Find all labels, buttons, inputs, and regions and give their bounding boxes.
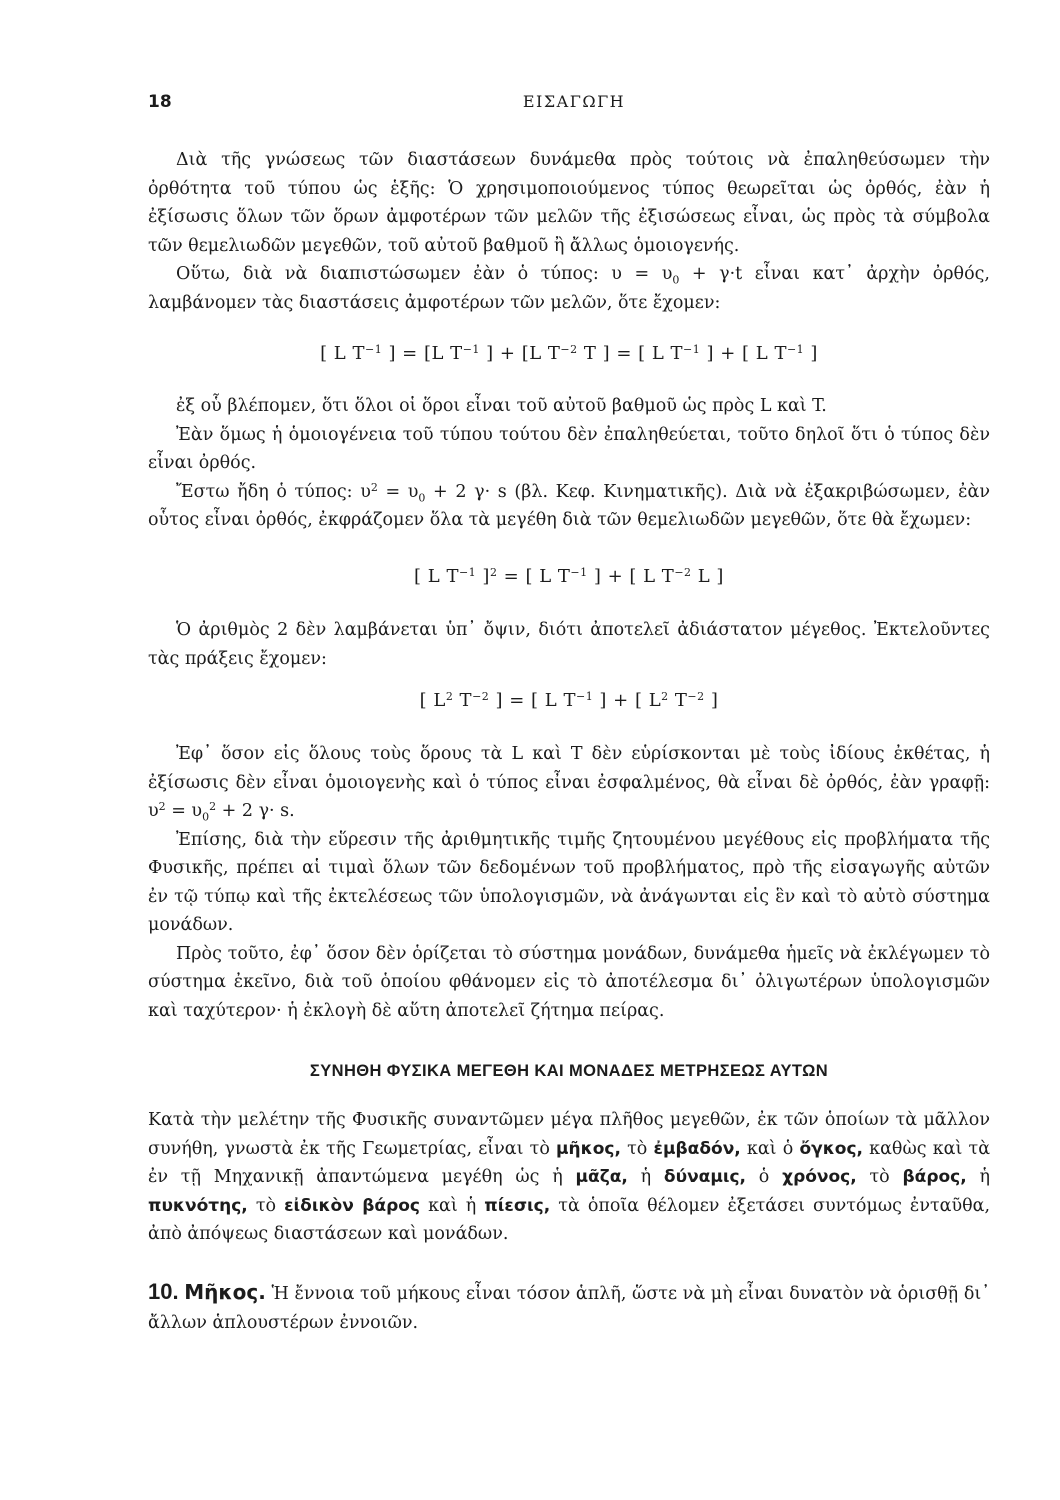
term-length: μῆκος, [556,1138,621,1159]
body-text-top [148,146,990,317]
running-title: ΕΙΣΑΓΩΓΗ [522,92,626,111]
term-weight: βάρος, [902,1167,967,1187]
term-volume: ὄγκος, [799,1138,863,1159]
paragraph: Οὕτω, διὰ νὰ διαπιστώσωμεν ἐὰν ὁ τύπος: $\upsilon = \upsilon_0 + \gamma\cdot t$ εἶναι κατ᾿ ἀρχὴν ὀρθός, λαμβάνομεν τὰς διαστάσεις ἀμφοτέρων τῶν μελῶν, ὅτε ἔχομεν: [148,264,990,313]
subsection-10 [148,1278,990,1337]
paragraph: Πρὸς τοῦτο, ἐφ᾿ ὅσον δὲν ὁρίζεται τὸ σύστημα μονάδων, δυνάμεθα ἡμεῖς νὰ ἐκλέγωμεν τὸ σύστημα ἐκεῖνο, διὰ τοῦ ὁποίου φθάνομεν εἰς τὸ ἀποτέλεσμα δι᾿ ὀλιγωτέρων ὑπολογισμῶν καὶ ταχύτερον· ἡ ἐκλογὴ δὲ αὕτη ἀποτελεῖ ζήτημα πείρας. [148,943,990,1021]
equation-3: [ $L^2$ $T^{-2}$ ] = [ L $T^{-1}$ ] + [ $L^2$ $T^{-2}$ ] [419,690,719,711]
paragraph: Ἐφ᾿ ὅσον εἰς ὅλους τοὺς ὅρους τὰ L καὶ T δὲν εὑρίσκονται μὲ τοὺς ἰδίους ἐκθέτας, ἡ ἐξίσωσις δὲν εἶναι ὁμοιογενὴς καὶ ὁ τύπος εἶναι ἐσφαλμένος, θὰ εἶναι δὲ ὀρθός, ἐὰν γραφῇ: $\upsilon^2 = \upsilon_0^2 + 2$ γ· s. [148,744,990,824]
body-text-p6 [148,616,990,673]
paragraph: Κατὰ τὴν μελέτην τῆς Φυσικῆς συναντῶμεν μέγα πλῆθος μεγεθῶν, ἐκ τῶν ὁποίων τὰ μᾶλλον συνήθη, γνωστὰ ἐκ τῆς Γεωμετρίας, εἶναι τὸ μῆκος, τὸ ἐμβαδόν, καὶ ὁ ὄγκος, καθὼς καὶ τὰ ἐν τῇ Μηχανικῇ ἀπαντώμενα μεγέθη ὡς ἡ μᾶζα, ἡ δύναμις, ὁ χρόνος, τὸ βάρος, ἡ πυκνότης, τὸ εἰδικὸν βάρος καὶ ἡ πίεσις, τὰ ὁποῖα θέλομεν ἐξετάσει συντόμως ἐνταῦθα, ἀπὸ ἀπόψεως διαστάσεων καὶ μονάδων. [148,1110,991,1244]
term-time: χρόνος, [782,1167,857,1187]
term-pressure: πίεσις, [484,1195,551,1216]
equation-2: [ L $T^{-1}$ ]$^2$ = [ L $T^{-1}$ ] + [ L $T^{-2}$ L ] [414,566,724,587]
body-text-bottom [148,740,990,1025]
paragraph: Ἔστω ἤδη ὁ τύπος: $\upsilon^2 = \upsilon_0 + 2$ γ· s (βλ. Κεφ. Κινηματικῆς). Διὰ νὰ ἐξακριβώσωμεν, ἐὰν οὗτος εἶναι ὀρθός, ἐκφράζομεν ὅλα τὰ μεγέθη διὰ τῶν θεμελιωδῶν μεγεθῶν, ὅτε θὰ ἔχωμεν: [148,480,990,530]
paragraph: 10. Μῆκος. Ἡ ἔννοια τοῦ μήκους εἶναι τόσον ἁπλῆ, ὥστε νὰ μὴ εἶναι δυνατὸν νὰ ὁρισθῇ δι᾿ ἄλλων ἁπλουστέρων ἐννοιῶν. [148,1279,990,1333]
term-area: ἐμβαδόν, [653,1138,741,1159]
page-number: 18 [148,92,172,112]
term-force: δύναμις, [663,1167,747,1187]
page-header [148,92,990,116]
term-specific-weight: εἰδικὸν βάρος [284,1195,421,1216]
equation-1: [ L $T^{-1}$ ] = [L $T^{-1}$ ] + [L $T^{-2}$ T ] = [ L $T^{-1}$ ] + [ L $T^{-1}$ ] [320,343,818,364]
paragraph: Ὁ ἀριθμὸς 2 δὲν λαμβάνεται ὑπ᾿ ὄψιν, διότι ἀποτελεῖ ἀδιάστατον μέγεθος. Ἐκτελοῦντες τὰς πράξεις ἔχομεν: [148,620,990,669]
section-intro [148,1106,990,1249]
body-text-mid [148,392,990,535]
paragraph: Ἐπίσης, διὰ τὴν εὕρεσιν τῆς ἀριθμητικῆς τιμῆς ζητουμένου μεγέθους εἰς προβλήματα τῆς Φυσικῆς, πρέπει αἱ τιμαὶ ὅλων τῶν δεδομένων τοῦ προβλήματος, πρὸ τῆς εἰσαγωγῆς αὐτῶν ἐν τῷ τύπῳ καὶ τῆς ἐκτελέσεως τῶν ὑπολογισμῶν, νὰ ἀνάγωνται εἰς ἓν καὶ τὸ αὐτὸ σύστημα μονάδων. [148,829,990,935]
paragraph: Ἐὰν ὅμως ἡ ὁμοιογένεια τοῦ τύπου τούτου δὲν ἐπαληθεύεται, τοῦτο δηλοῖ ὅτι ὁ τύπος δὲν εἶναι ὀρθός. [148,424,990,473]
section-title: ΣΥΝΗΘΗ ΦΥΣΙΚΑ ΜΕΓΕΘΗ ΚΑΙ ΜΟΝΑΔΕΣ ΜΕΤΡΗΣΕΩΣ ΑΥΤΩΝ [309,1062,829,1080]
term-density: πυκνότης, [148,1195,248,1216]
subsection-number: 10. [148,1279,179,1304]
paragraph: Διὰ τῆς γνώσεως τῶν διαστάσεων δυνάμεθα πρὸς τούτοις νὰ ἐπαληθεύσωμεν τὴν ὀρθότητα τοῦ τύπου ὡς ἑξῆς: Ὁ χρησιμοποιούμενος τύπος θεωρεῖται ὡς ὀρθός, ἐὰν ἡ ἐξίσωσις ὅλων τῶν ὅρων ἀμφοτέρων τῶν μελῶν τῆς ἐξισώσεως εἶναι, ὡς πρὸς τὰ σύμβολα τῶν θεμελιωδῶν μεγεθῶν, τοῦ αὐτοῦ βαθμοῦ ἢ ἄλλως ὁμοιογενής. [148,150,990,256]
term-mass: μᾶζα, [575,1167,628,1187]
paragraph: ἐξ οὗ βλέπομεν, ὅτι ὅλοι οἱ ὅροι εἶναι τοῦ αὐτοῦ βαθμοῦ ὡς πρὸς L καὶ T. [176,396,827,416]
subsection-title: Μῆκος. [184,1280,266,1304]
